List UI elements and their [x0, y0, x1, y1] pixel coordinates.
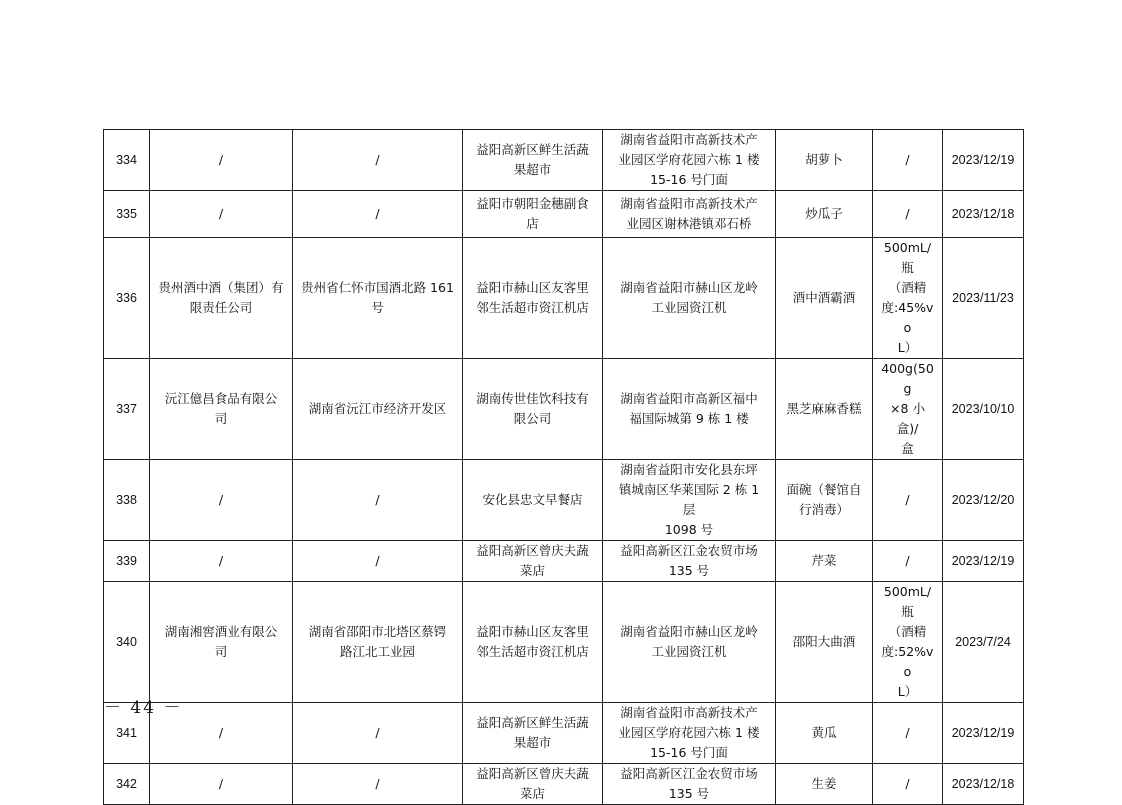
producer-address: /: [293, 130, 463, 191]
producer-address: 湖南省邵阳市北塔区蔡锷 路江北工业园: [293, 582, 463, 703]
producer-name: /: [150, 130, 293, 191]
producer-name: 沅江億昌食品有限公 司: [150, 359, 293, 460]
row-number: 335: [104, 191, 150, 238]
production-date: 2023/12/19: [943, 130, 1024, 191]
production-date: 2023/12/20: [943, 460, 1024, 541]
product-spec: 500mL/瓶 （酒精 度:52%vo L）: [873, 582, 943, 703]
producer-address: /: [293, 703, 463, 764]
production-date: 2023/12/19: [943, 703, 1024, 764]
producer-address: /: [293, 460, 463, 541]
seller-address: 益阳高新区江金农贸市场 135 号: [603, 541, 776, 582]
seller-name: 益阳高新区曾庆夫蔬 菜店: [463, 541, 603, 582]
seller-address: 湖南省益阳市赫山区龙岭 工业园资江机: [603, 582, 776, 703]
table-row: [104, 764, 1024, 805]
producer-name: /: [150, 541, 293, 582]
producer-address: /: [293, 541, 463, 582]
row-number: 342: [104, 764, 150, 805]
production-date: 2023/12/18: [943, 191, 1024, 238]
table-row: [104, 460, 1024, 541]
table-row: [104, 703, 1024, 764]
producer-name: 湖南湘窖酒业有限公 司: [150, 582, 293, 703]
producer-address: /: [293, 764, 463, 805]
product-spec: /: [873, 191, 943, 238]
page-number: － 44 －: [104, 698, 183, 718]
product-spec: 500mL/瓶 （酒精 度:45%vo L）: [873, 238, 943, 359]
seller-name: 益阳市朝阳金穗副食 店: [463, 191, 603, 238]
inspection-table: [103, 129, 1024, 805]
table-row: [104, 359, 1024, 460]
seller-name: 湖南传世佳饮科技有 限公司: [463, 359, 603, 460]
table-row: [104, 582, 1024, 703]
producer-address: 湖南省沅江市经济开发区: [293, 359, 463, 460]
seller-address: 益阳高新区江金农贸市场 135 号: [603, 764, 776, 805]
seller-name: 益阳高新区鲜生活蔬 果超市: [463, 130, 603, 191]
product-spec: /: [873, 703, 943, 764]
producer-name: /: [150, 703, 293, 764]
seller-address: 湖南省益阳市高新技术产 业园区学府花园六栋 1 楼 15-16 号门面: [603, 703, 776, 764]
seller-name: 益阳市赫山区友客里 邻生活超市资江机店: [463, 238, 603, 359]
table-row: [104, 541, 1024, 582]
product-name: 黑芝麻麻香糕: [776, 359, 873, 460]
product-spec: /: [873, 460, 943, 541]
product-name: 邵阳大曲酒: [776, 582, 873, 703]
seller-name: 益阳高新区曾庆夫蔬 菜店: [463, 764, 603, 805]
producer-address: /: [293, 191, 463, 238]
product-spec: /: [873, 130, 943, 191]
table-row: [104, 238, 1024, 359]
row-number: 334: [104, 130, 150, 191]
row-number: 337: [104, 359, 150, 460]
seller-address: 湖南省益阳市高新技术产 业园区谢林港镇邓石桥: [603, 191, 776, 238]
row-number: 338: [104, 460, 150, 541]
table-row: [104, 191, 1024, 238]
producer-name: 贵州酒中酒（集团）有 限责任公司: [150, 238, 293, 359]
product-name: 黄瓜: [776, 703, 873, 764]
seller-address: 湖南省益阳市高新区福中 福国际城第 9 栋 1 楼: [603, 359, 776, 460]
product-name: 胡萝卜: [776, 130, 873, 191]
producer-name: /: [150, 764, 293, 805]
production-date: 2023/12/19: [943, 541, 1024, 582]
product-spec: /: [873, 541, 943, 582]
producer-name: /: [150, 460, 293, 541]
seller-name: 益阳市赫山区友客里 邻生活超市资江机店: [463, 582, 603, 703]
product-spec: /: [873, 764, 943, 805]
producer-address: 贵州省仁怀市国酒北路 161 号: [293, 238, 463, 359]
row-number: 336: [104, 238, 150, 359]
product-spec: 400g(50g ×8 小盒)/ 盒: [873, 359, 943, 460]
row-number: 341: [104, 703, 150, 764]
row-number: 339: [104, 541, 150, 582]
product-name: 酒中酒霸酒: [776, 238, 873, 359]
table-row: [104, 130, 1024, 191]
row-number: 340: [104, 582, 150, 703]
seller-address: 湖南省益阳市赫山区龙岭 工业园资江机: [603, 238, 776, 359]
production-date: 2023/11/23: [943, 238, 1024, 359]
producer-name: /: [150, 191, 293, 238]
production-date: 2023/10/10: [943, 359, 1024, 460]
seller-address: 湖南省益阳市高新技术产 业园区学府花园六栋 1 楼 15-16 号门面: [603, 130, 776, 191]
seller-name: 安化县忠文早餐店: [463, 460, 603, 541]
seller-address: 湖南省益阳市安化县东坪 镇城南区华莱国际 2 栋 1 层 1098 号: [603, 460, 776, 541]
seller-name: 益阳高新区鲜生活蔬 果超市: [463, 703, 603, 764]
production-date: 2023/12/18: [943, 764, 1024, 805]
product-name: 炒瓜子: [776, 191, 873, 238]
product-name: 芹菜: [776, 541, 873, 582]
product-name: 面碗（餐馆自 行消毒）: [776, 460, 873, 541]
product-name: 生姜: [776, 764, 873, 805]
production-date: 2023/7/24: [943, 582, 1024, 703]
